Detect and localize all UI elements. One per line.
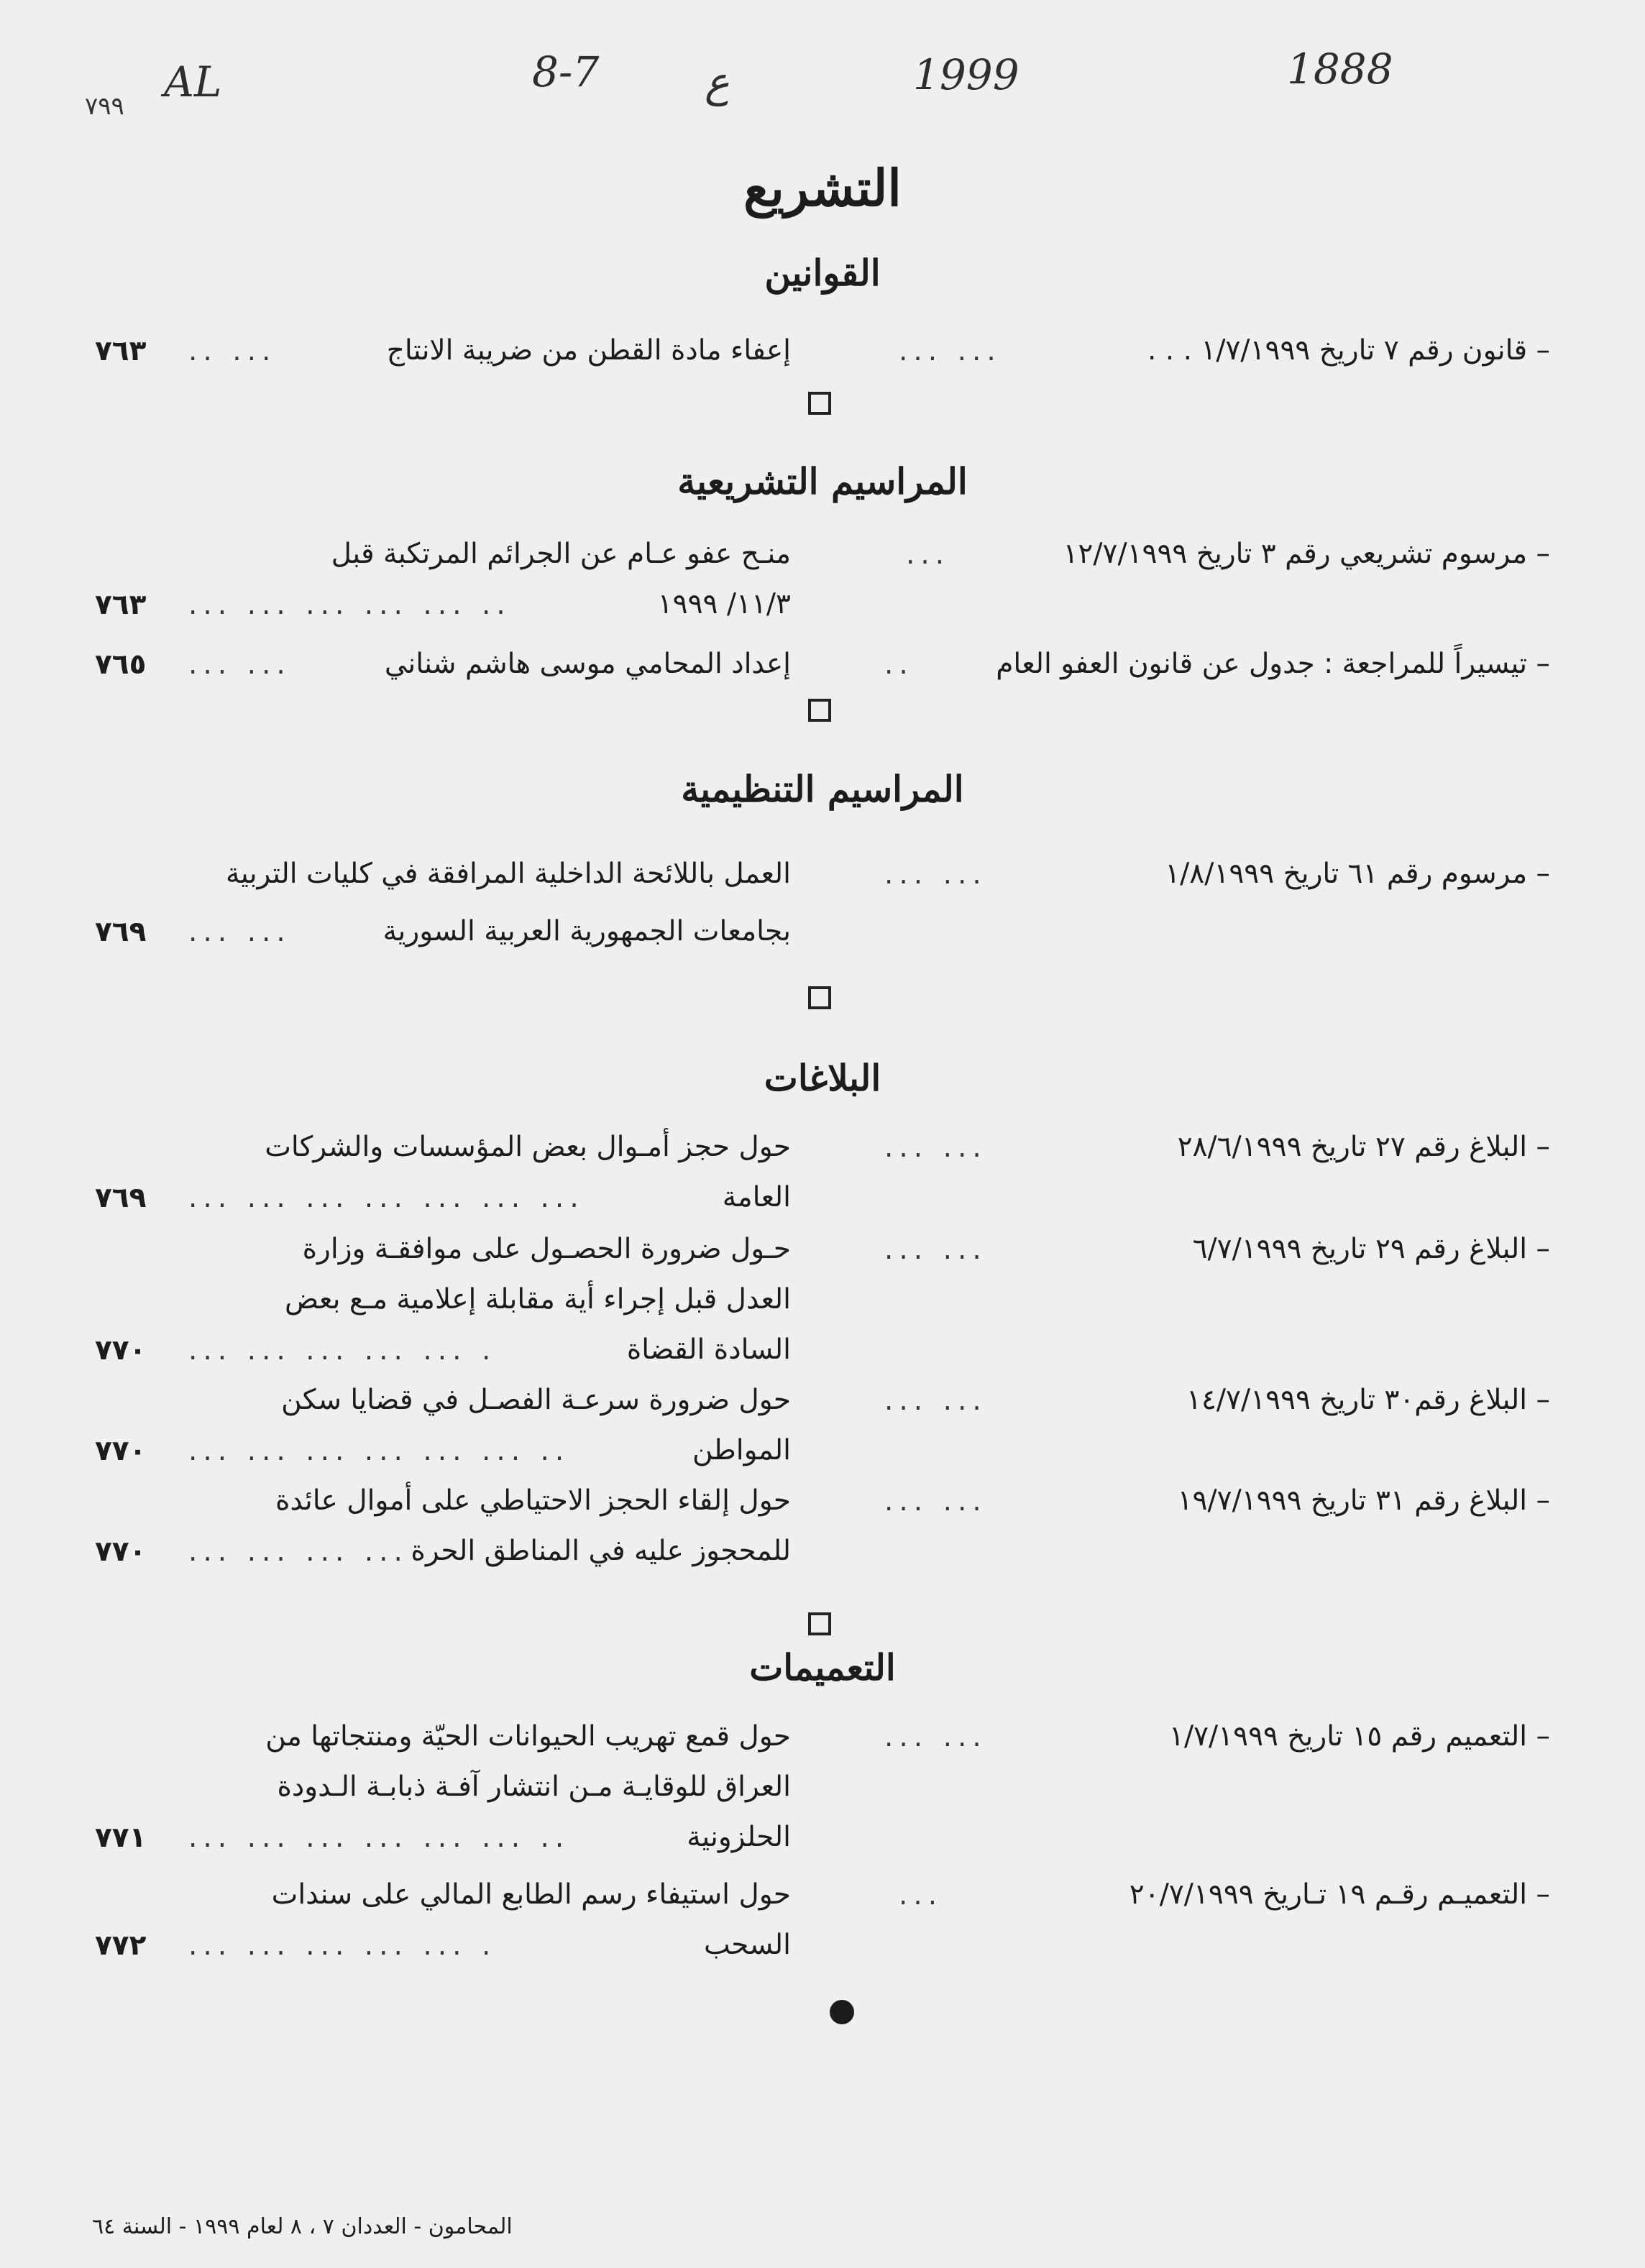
dot-leader: ... ... ... ... (188, 1535, 408, 1568)
section-separator-box (808, 392, 831, 415)
dot-leader: ... (899, 1879, 943, 1911)
entry-description: إعفاء مادة القطن من ضريبة الانتاج (386, 334, 791, 367)
dot-leader: ... ... ... ... ... ... .. (188, 1822, 570, 1854)
entry-page-number: ٧٧٢ (95, 1929, 147, 1962)
handwritten-note-2: 1999 (913, 50, 1019, 99)
section-title-regulatory-decrees: المراسيم التنظيمية (681, 768, 964, 810)
dot-leader: ... ... ... ... ... ... .. (188, 1435, 570, 1467)
entry-description: العامة (722, 1181, 791, 1213)
dot-leader: ... ... ... ... ... . (188, 1929, 497, 1962)
section-title-notices: البلاغات (764, 1057, 881, 1099)
entry-reference: – البلاغ رقم ٢٧ تاريخ ٢٨/٦/١٩٩٩ (1177, 1131, 1550, 1163)
entry-description: المواطن (692, 1434, 791, 1466)
dot-leader: ... ... ... ... ... . (188, 1334, 497, 1367)
page-number: ٧٩٩ (85, 92, 124, 121)
entry-page-number: ٧٧٠ (95, 1334, 147, 1367)
entry-description: حول قمع تهريب الحيوانات الحيّة ومنتجاتها من (265, 1720, 791, 1753)
entry-page-number: ٧٦٩ (95, 916, 147, 948)
entry-page-number: ٧٦٣ (95, 589, 147, 621)
entry-description: حـول ضرورة الحصـول على موافقـة وزارة (302, 1233, 791, 1265)
entry-reference: – البلاغ رقم٣٠ تاريخ ١٤/٧/١٩٩٩ (1186, 1384, 1550, 1416)
dot-leader: ... ... (899, 335, 1002, 367)
entry-reference: – قانون رقم ٧ تاريخ ١/٧/١٩٩٩ . . . (1147, 334, 1550, 367)
dot-leader: ... ... (188, 648, 291, 681)
dot-leader: ... ... (884, 858, 987, 891)
entry-description: حول ضرورة سرعـة الفصـل في قضايا سكن (281, 1384, 791, 1416)
entry-description: ١١/٣/ ١٩٩٩ (657, 588, 791, 620)
entry-page-number: ٧٧٠ (95, 1435, 147, 1467)
entry-description: السادة القضاة (626, 1333, 791, 1366)
page-title: التشريع (743, 158, 902, 218)
dot-leader: ... ... (884, 1385, 987, 1417)
dot-leader: .. ... (188, 335, 277, 367)
section-title-legislative-decrees: المراسيم التشريعية (677, 460, 968, 502)
page-footer: المحامون - العددان ٧ ، ٨ لعام ١٩٩٩ - السنة ٦٤ (92, 2214, 513, 2239)
entry-description: السحب (704, 1929, 791, 1961)
dot-leader: ... ... (884, 1131, 987, 1164)
dot-leader: ... ... (884, 1721, 987, 1753)
entry-reference: – البلاغ رقم ٢٩ تاريخ ٦/٧/١٩٩٩ (1192, 1233, 1550, 1265)
dot-leader: ... ... (188, 916, 291, 948)
dot-leader: ... (906, 538, 950, 571)
entry-reference: – التعميـم رقـم ١٩ تـاريخ ٢٠/٧/١٩٩٩ (1129, 1878, 1550, 1911)
section-title-circulars: التعميمات (749, 1646, 896, 1689)
entry-description: العراق للوقايـة مـن انتشار آفـة ذبابـة الـدودة (277, 1771, 791, 1803)
entry-reference: – البلاغ رقم ٣١ تاريخ ١٩/٧/١٩٩٩ (1177, 1484, 1550, 1517)
section-separator-box (808, 1612, 831, 1635)
dot-leader: ... ... (884, 1234, 987, 1266)
handwritten-note-3: ع (705, 58, 730, 106)
entry-description: حول استيفاء رسم الطابع المالي على سندات (271, 1878, 791, 1911)
handwritten-note-4: 8-7 (532, 47, 600, 96)
entry-description: حول إلقاء الحجز الاحتياطي على أموال عائدة (275, 1484, 791, 1517)
handwritten-note-1: 1888 (1287, 45, 1393, 93)
section-separator-box (808, 699, 831, 722)
dot-leader: ... ... ... ... ... ... ... (188, 1182, 585, 1214)
entry-reference: – تيسيراً للمراجعة : جدول عن قانون العفو العام (996, 648, 1550, 680)
dot-leader: .. (884, 648, 914, 681)
entry-page-number: ٧٦٩ (95, 1182, 147, 1214)
dot-leader: ... ... (884, 1485, 987, 1518)
section-separator-box (808, 986, 831, 1009)
entry-page-number: ٧٧١ (95, 1822, 147, 1854)
entry-page-number: ٧٦٣ (95, 335, 147, 367)
entry-description: إعداد المحامي موسى هاشم شناني (384, 648, 791, 680)
entry-description: العمل باللائحة الداخلية المرافقة في كليات التربية (226, 858, 791, 890)
entry-reference: – التعميم رقم ١٥ تاريخ ١/٧/١٩٩٩ (1169, 1720, 1550, 1753)
entry-reference: – مرسوم رقم ٦١ تاريخ ١/٨/١٩٩٩ (1165, 858, 1550, 890)
handwritten-note-5: AL (164, 58, 222, 106)
entry-reference: – مرسوم تشريعي رقم ٣ تاريخ ١٢/٧/١٩٩٩ (1063, 538, 1550, 570)
end-bullet (830, 2000, 854, 2024)
entry-description: العدل قبل إجراء أية مقابلة إعلامية مـع بعض (285, 1283, 791, 1316)
entry-page-number: ٧٧٠ (95, 1535, 147, 1568)
dot-leader: ... ... ... ... ... .. (188, 589, 511, 621)
entry-description: منـح عفو عـام عن الجرائم المرتكبة قبل (331, 538, 791, 570)
entry-description: بجامعات الجمهورية العربية السورية (382, 915, 791, 947)
entry-description: للمحجوز عليه في المناطق الحرة (411, 1535, 791, 1567)
entry-description: الحلزونية (687, 1821, 791, 1853)
entry-description: حول حجز أمـوال بعض المؤسسات والشركات (265, 1131, 791, 1163)
section-title-laws: القوانين (764, 252, 881, 294)
entry-page-number: ٧٦٥ (95, 648, 147, 681)
